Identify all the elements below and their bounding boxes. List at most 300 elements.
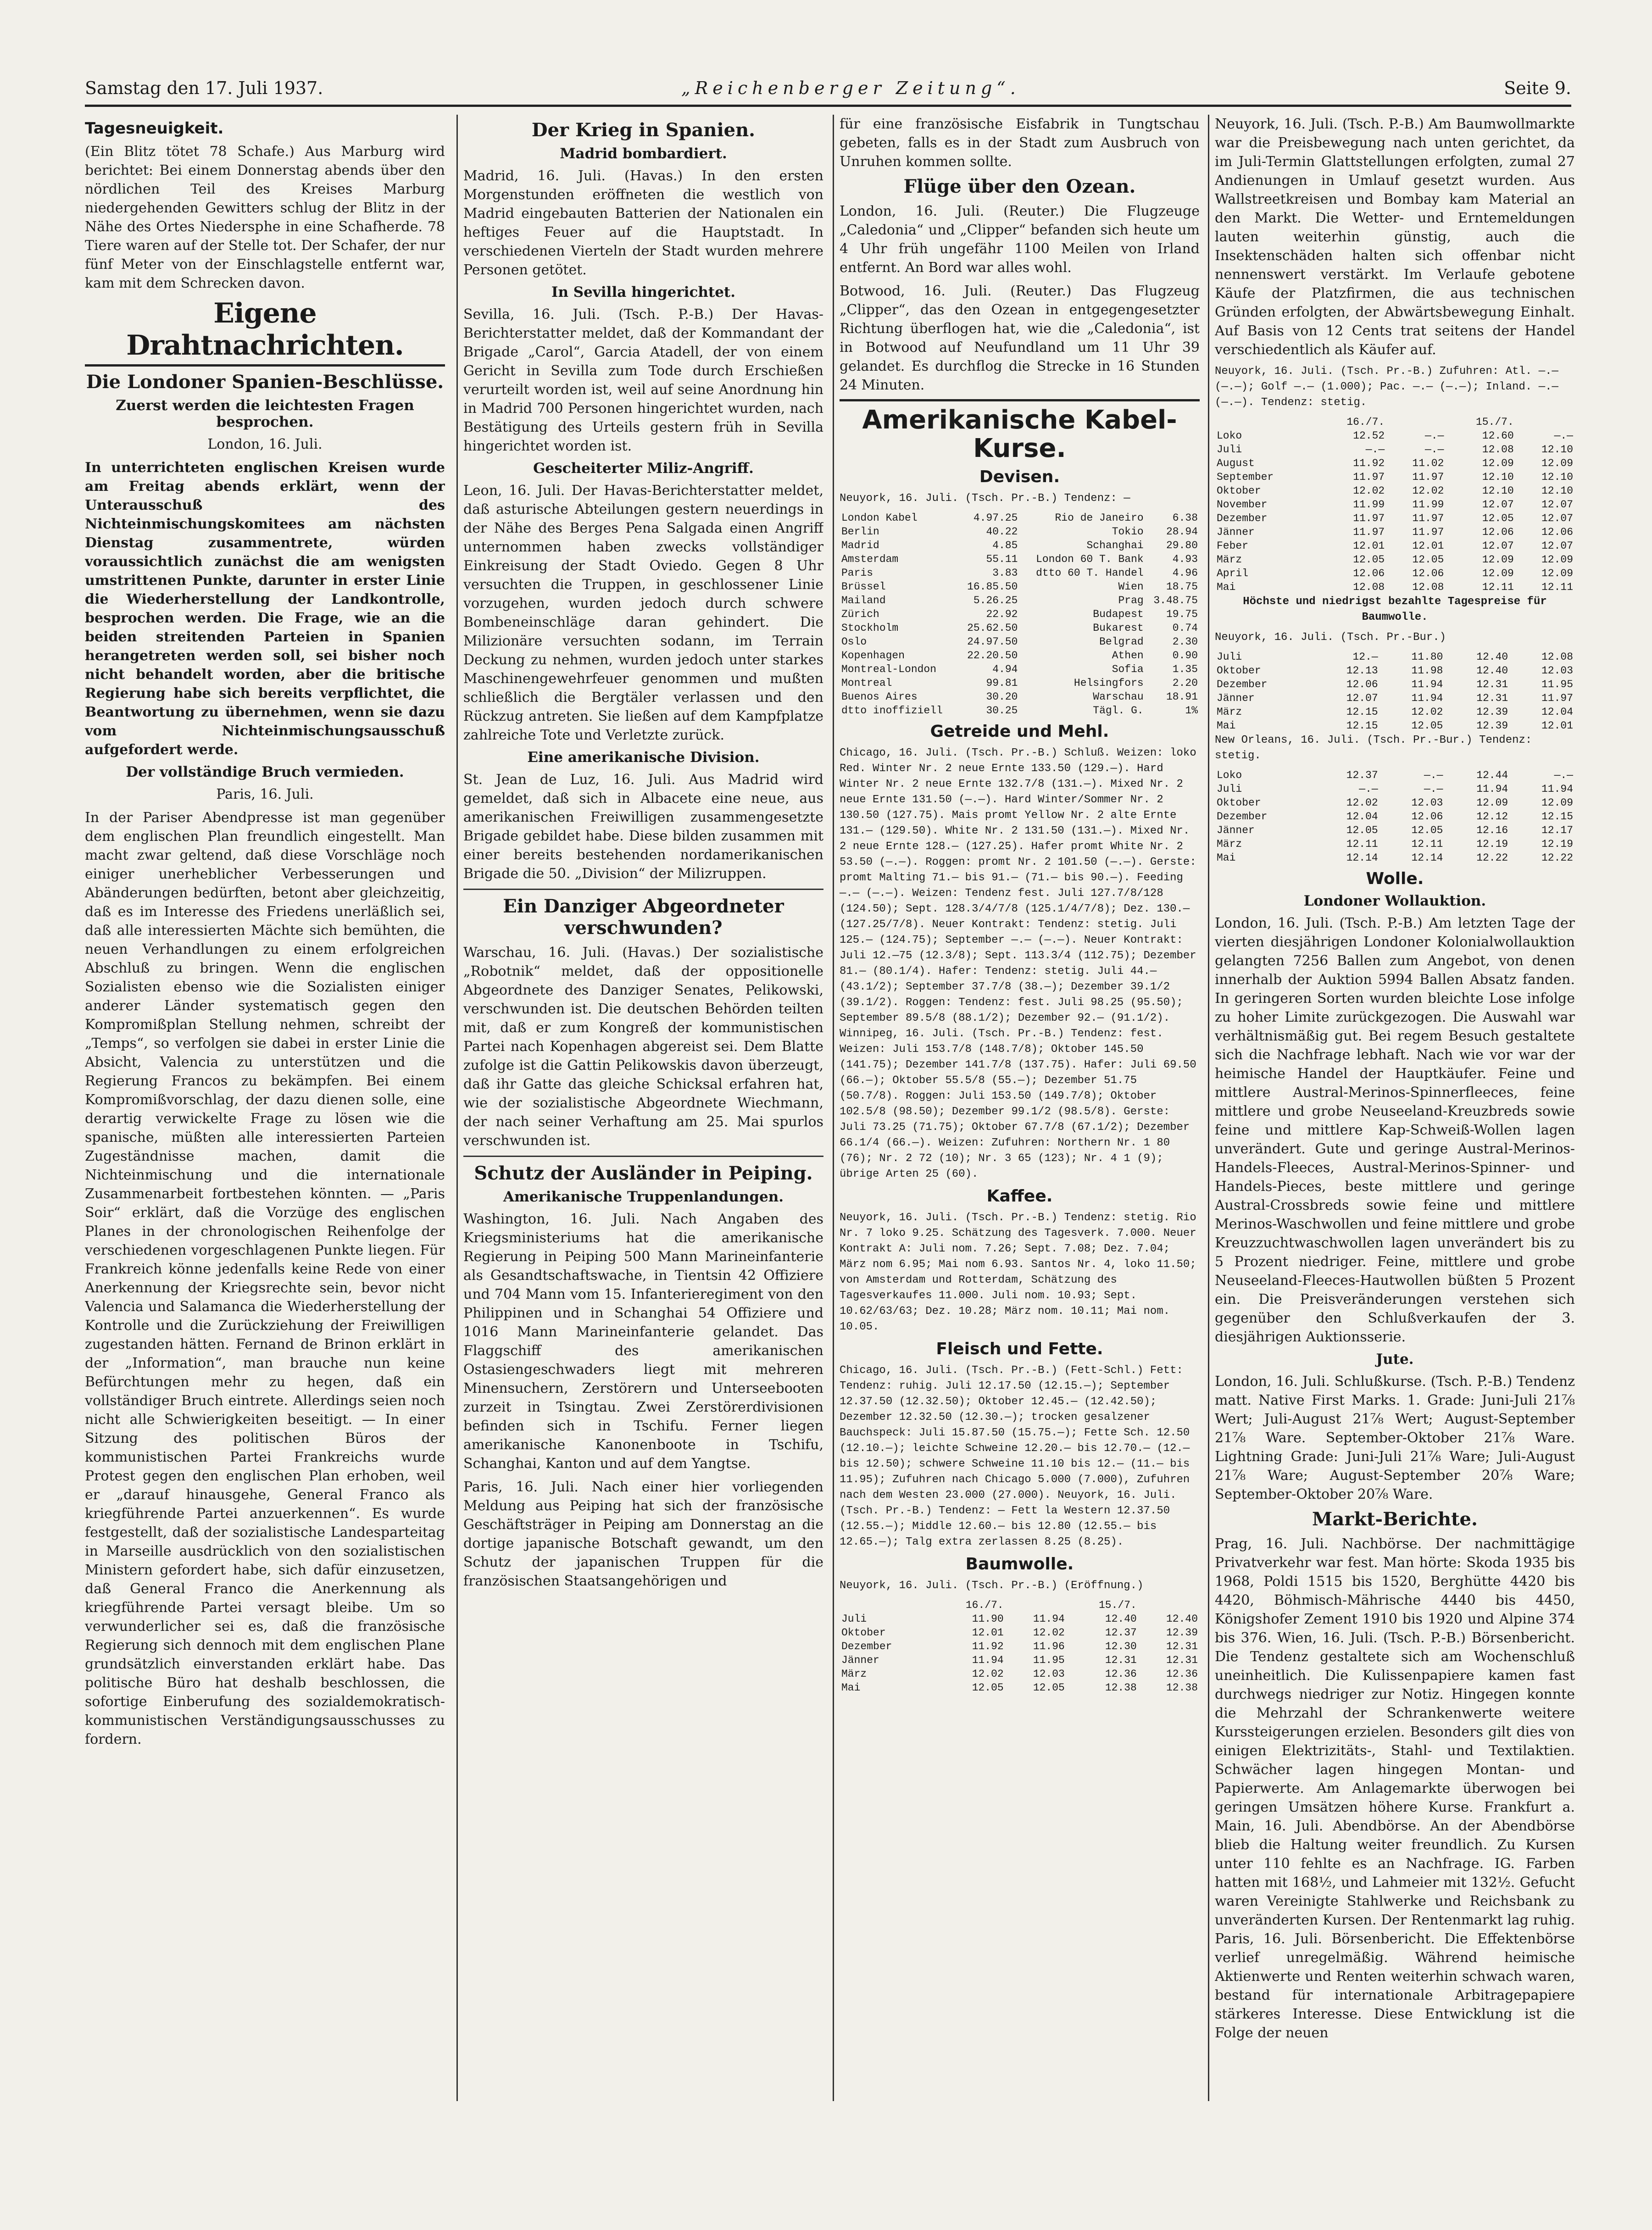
table-cell: Jänner — [1217, 692, 1255, 704]
table-cell: 12.31 — [1166, 1654, 1198, 1666]
table-header-cell: 16./7. — [1346, 416, 1385, 428]
table-cell: 11.97 — [1412, 471, 1444, 483]
table-header-cell — [1215, 415, 1317, 429]
article-london-flug: London, 16. Juli. (Reuter.) Die Flugzeuge „Caledonia“ und „Clipper“ befanden sich heute um 4 Uhr früh ungefähr 1100 Meilen von Irland entfernt. An Bord war alles wohl. — [840, 203, 1200, 276]
table-cell: 11.94 — [1411, 692, 1443, 704]
devisen-row — [840, 594, 1200, 607]
table-cell: Buenos Aires — [841, 691, 918, 703]
table-cell: 12.09 — [1476, 797, 1508, 809]
subheadline-madrid: Madrid bombardiert. — [560, 145, 727, 162]
table-cell: Montreal — [841, 677, 892, 689]
table-cell: 12.09 — [1541, 457, 1573, 469]
table-cell: 12.02 — [1346, 797, 1378, 809]
table-cell: März — [1217, 554, 1242, 566]
article-jute: London, 16. Juli. Schlußkurse. (Tsch. P.-B.) Tendenz matt. Native First Marks. 1. Grade: Juni-Juli 21⅞ Wert; Juli-August 21⅞ Wert; August-September 21⅞ Ware. September-Oktober 21⅞ Ware. Lightning Grade: Juni-Juli 21⅞ Ware; Juli-August 21⅞ Ware; August-September 20⅞ Ware; September-Oktober 20⅞ Ware. — [1215, 1374, 1575, 1502]
table-cell: 11.96 — [1033, 1641, 1065, 1652]
table-cell: 30.20 — [986, 691, 1018, 703]
headline-jute: Jute. — [1376, 1351, 1414, 1368]
baumwolle-neuyork-row — [1215, 484, 1575, 498]
table-cell: 0.90 — [1172, 650, 1198, 662]
table-cell: 3.83 — [992, 567, 1018, 579]
table-cell: 99.81 — [986, 677, 1018, 689]
table-cell: 12.36 — [1166, 1668, 1198, 1680]
table-cell: März — [841, 1668, 867, 1680]
baumwolle-neuyork-row — [1215, 539, 1575, 553]
kaffee-report: Neuyork, 16. Juli. (Tsch. Pr.-B.) Tendenz: stetig. Rio Nr. 7 loko 9.25. Schätzung des Tagesverk. 7.000. Neuer Kontrakt A: Juli nom. 7.26; Sept. 7.08; Dez. 7.04; März nom 6.95; Mai nom 6.93. Santos Nr. 4, loko 11.50; von Amsterdam und Rotterdam, Schätzung des Tagesverkaufes 11.000. Juli nom. 10.93; Sept. 10.62/63/63; Dez. 10.28; März nom. 10.11; Mai nom. 10.05. — [840, 1212, 1196, 1333]
table-cell: Dezember — [1217, 512, 1268, 524]
table-cell: Oktober — [841, 1627, 886, 1639]
table-cell: London 60 T. Bank — [1036, 553, 1144, 565]
hoechst-niedrigst-row — [1215, 678, 1575, 691]
table-cell: 12.17 — [1541, 824, 1573, 836]
column-divider — [833, 115, 834, 2101]
table-cell: 12.09 — [1482, 554, 1514, 566]
table-cell: 4.96 — [1172, 567, 1198, 579]
table-cell: Oslo — [841, 636, 867, 648]
table-cell: 12.06 — [1412, 567, 1444, 579]
table-cell: 11.98 — [1411, 665, 1443, 677]
table-cell: Loko — [1217, 769, 1242, 781]
table-cell: 12.10 — [1482, 485, 1514, 497]
table-header-cell — [1386, 415, 1446, 429]
new-orleans-table — [1215, 768, 1575, 865]
table-cell: 12.07 — [1482, 540, 1514, 552]
table-cell: 11.97 — [1541, 692, 1573, 704]
hoechst-intro: Neuyork, 16. Juli. (Tsch. Pr.-Bur.) — [1215, 631, 1446, 644]
table-cell: Belgrad — [1099, 636, 1144, 648]
table-cell: Jänner — [841, 1654, 879, 1666]
headline-danziger-abgeordneter: Ein Danziger Abgeordneter verschwunden? — [503, 895, 784, 939]
table-cell: 12.02 — [1412, 485, 1444, 497]
headline-kabel-kurse: Amerikanische Kabel-Kurse. — [840, 399, 1200, 463]
table-cell: 12.09 — [1541, 567, 1573, 579]
table-cell: 12.10 — [1541, 444, 1573, 456]
article-paris: In der Pariser Abendpresse ist man gegenüber dem englischen Plan freundlich eingestellt. Man macht zwar geltend, daß diese Vorschläge noch einiger unerheblicher Verbesserungen und Abänderungen bedürften, betont aber gleichzeitig, daß es im Interesse des Friedens unerläßlich sei, daß alle interessierten Mächte sich bemühten, die neuen Verhandlungen zu einem erfolgreichen Abschluß zu bringen. Wenn die englischen Sozialisten ebenso wie die Sozialisten einiger anderer Länder systematisch gegen den Kompromißplan Stellung nehmen, schreibt der „Temps“, so verfolgen sie dabei in erster Linie die Absicht, Valencia zu unterstützen und die Regierung Francos zu bekämpfen. Bei einem Kompromißvorschlag, der dazu dienen solle, eine derartig verwickelte Frage zu lösen wie die spanische, müßten alle interessierten Parteien Zugeständnisse machen, damit die Nichteinmischung und die internationale Zusammenarbeit fortbestehen könnten. — „Paris Soir“ erklärt, daß die Vorzüge des englischen Planes in der chronologischen Reihenfolge der verschiedenen vorgeschlagenen Punkte liegen. Für Frankreich könne jedenfalls keine Rede von einer Anerkennung der Kriegsrechte sein, bevor nicht Valencia und Salamanca die Wiederherstellung der Kontrolle und die Zurückziehung der Freiwilligen zugestanden hätten. Fernand de Brinon erklärt in der „Information“, man brauche nun keine Befürchtungen mehr zu hegen, daß ein vollständiger Bruch eintrete. Allerdings seien noch nicht alle Schwierigkeiten beseitigt. — In einer Sitzung des politischen Büros der kommunistischen Partei Frankreichs wurde Protest gegen den englischen Plan erhoben, weil er „darauf hinausgehe, General Franco als kriegführende Partei anzuerkennen“. Es wurde festgestellt, daß der sozialistische Landesparteitag in Marseille ausdrücklich von den sozialistischen Ministern gefordert habe, sich dafür einzusetzen, daß General Franco die Anerkennung als kriegführende Partei versagt bleibe. Um so verwunderlicher sei es, daß die französische Regierung sich dennoch mit dem englischen Plane grundsätzlich einverstanden erklärt habe. Das politische Büro hat deshalb beschlossen, die sofortige Einberufung des sozialdemokratisch-kommunistischen Verständigungsausschusses zu fordern. — [85, 810, 445, 1747]
masthead-rule — [85, 105, 1571, 107]
table-cell: —.— — [1424, 769, 1443, 781]
table-cell: 12.03 — [1033, 1668, 1065, 1680]
table-cell: 11.99 — [1412, 499, 1444, 511]
article-sevilla: Sevilla, 16. Juli. (Tsch. P.-B.) Der Havas-Berichterstatter meldet, daß der Kommandant der Brigade „Carol“, Garcia Atadell, der von einem Gericht in Sevilla zum Tode durch Erschießen verurteilt worden ist, weil auf seine Anordnung hin in Madrid 700 Personen hingerichtet wurden, nach Bestätigung des Urteils gestern früh in Sevilla hingerichtet worden ist. — [463, 306, 823, 454]
table-cell: 12.15 — [1346, 706, 1378, 718]
headline-markt-berichte: Markt-Berichte. — [1312, 1508, 1478, 1530]
subheadline-truppenlandungen: Amerikanische Truppenlandungen. — [503, 1189, 784, 1205]
table-cell: Sofia — [1112, 663, 1144, 675]
article-madrid: Madrid, 16. Juli. (Havas.) In den ersten Morgenstunden eröffneten die westlich von Madrid eingebauten Batterien der Nationalen ein heftiges Feuer auf die Hauptstadt. In verschiedenen Vierteln der Stadt wurden mehrere Personen getötet. — [463, 168, 823, 278]
devisen-row — [840, 635, 1200, 649]
table-cell: 55.11 — [986, 553, 1018, 565]
table-cell: Dezember — [1217, 811, 1268, 823]
column-divider — [456, 115, 458, 2101]
baumwolle-row — [840, 1626, 1200, 1640]
table-cell: 11.97 — [1353, 526, 1385, 538]
table-cell: Mai — [1217, 852, 1236, 864]
table-cell: Amsterdam — [841, 553, 899, 565]
table-cell: November — [1217, 499, 1268, 511]
table-cell: 11.94 — [1033, 1613, 1065, 1625]
table-cell: Warschau — [1093, 691, 1144, 703]
table-cell: 12.15 — [1541, 811, 1573, 823]
table-cell: 12.05 — [1411, 720, 1443, 732]
table-cell: Budapest — [1093, 608, 1144, 620]
table-cell: 12.30 — [1105, 1641, 1137, 1652]
table-cell: 12.05 — [972, 1682, 1004, 1694]
table-cell: Tägl. G. — [1093, 705, 1144, 717]
table-cell: 12.02 — [972, 1668, 1004, 1680]
baumwolle-neuyork-row — [1215, 580, 1575, 594]
article-blitz: (Ein Blitz tötet 78 Schafe.) Aus Marburg wird berichtet: Bei einem Donnerstag abends über den nördlichen Teil des Kreises Marburg niedergehenden Gewitters schlug der Blitz in der Nähe des Ortes Niedersphe in eine Schafherde. 78 Tiere waren auf der Stelle tot. Der Schafer, der nur fünf Meter von der Einschlagstelle entfernt war, kam mit dem Schrecken davon. — [85, 144, 445, 291]
table-cell: —.— — [1424, 430, 1444, 442]
table-cell: Tokio — [1112, 526, 1144, 538]
table-cell: 12.40 — [1105, 1613, 1137, 1625]
table-cell: Juli — [1217, 651, 1242, 663]
table-cell: 12.07 — [1346, 692, 1378, 704]
table-cell: 12.37 — [1105, 1627, 1137, 1639]
table-cell: 12.11 — [1541, 581, 1573, 593]
devisen-row — [840, 690, 1200, 704]
subheadline-amerikanische-division: Eine amerikanische Division. — [527, 749, 760, 766]
table-cell: 12.14 — [1346, 852, 1378, 864]
table-cell: 12.08 — [1482, 444, 1514, 456]
table-cell: 11.95 — [1541, 678, 1573, 690]
table-cell: 12.01 — [1412, 540, 1444, 552]
table-cell: Schanghai — [1086, 539, 1144, 551]
table-cell: Brüssel — [841, 581, 886, 593]
headline-bruch-vermieden: Der vollständige Bruch vermieden. — [126, 764, 404, 780]
table-cell: 11.92 — [972, 1641, 1004, 1652]
table-cell: 12.06 — [1346, 678, 1378, 690]
table-cell: 12.06 — [1411, 811, 1443, 823]
table-cell: Loko — [1217, 430, 1242, 442]
hoechst-niedrigst-row — [1215, 705, 1575, 719]
baumwolle-row — [840, 1681, 1200, 1695]
table-cell: Jänner — [1217, 824, 1255, 836]
table-cell: 12.14 — [1411, 852, 1443, 864]
table-cell: Stockholm — [841, 622, 899, 634]
table-cell: 12.08 — [1541, 651, 1573, 663]
table-cell: 12.52 — [1353, 430, 1385, 442]
table-cell: 11.94 — [1476, 783, 1508, 795]
article-st-jean: St. Jean de Luz, 16. Juli. Aus Madrid wird gemeldet, daß sich in Albacete eine neue, aus amerikanischen Freiwilligen zusammengesetzte Brigade gebildet habe. Diese bilden zusammen mit einer bereits bestehenden nordamerikanischen Brigade die 50. „Division“ der Milizruppen. — [463, 772, 823, 882]
table-cell: 11.92 — [1353, 457, 1385, 469]
table-cell: 12.15 — [1346, 720, 1378, 732]
table-cell: Dezember — [1217, 678, 1268, 690]
column-1 — [85, 115, 445, 2087]
devisen-row — [840, 511, 1200, 525]
new-orleans-row — [1215, 837, 1575, 851]
headline-schutz-auslaender: Schutz der Ausländer in Peiping. — [474, 1162, 813, 1184]
headline-tagesneuigkeit: Tagesneuigkeit. — [85, 119, 224, 138]
table-cell: Mailand — [841, 595, 886, 606]
table-cell: 12.10 — [1541, 471, 1573, 483]
table-cell: 12.07 — [1541, 540, 1573, 552]
column-divider — [1208, 115, 1209, 2101]
table-cell: Juli — [1217, 783, 1242, 795]
table-cell: 12.09 — [1482, 457, 1514, 469]
table-cell: Bukarest — [1093, 622, 1144, 634]
table-cell: 12.31 — [1166, 1641, 1198, 1652]
table-cell: März — [1217, 838, 1242, 850]
article-botwood: Botwood, 16. Juli. (Reuter.) Das Flugzeug „Clipper“, das den Ozean in entgegengesetzter Richtung überflogen hat, wie die „Caledonia“, ist in Botwood auf Neufundland um 11 Uhr 39 gelandet. Es durchflog die Strecke in 16 Stunden 24 Minuten. — [840, 283, 1200, 393]
devisen-row — [840, 662, 1200, 676]
article-wollauktion: London, 16. Juli. (Tsch. P.-B.) Am letzten Tage der vierten diesjährigen Londoner Kolonialwollauktion gelangten 7256 Ballen zum Angebot, von denen innerhalb der Auktion 5994 Ballen Absatz fanden. In geringeren Sorten wurden bleichte Lose infolge zu hoher Limite zurückgezogen. Die Auswahl war verhältnismäßig gut. Bei regem Besuch gestaltete sich die Nachfrage lebhaft. Nach wie vor war der heimische Handel der Hauptkäufer. Feine und mittlere Austral-Merinos-Spinnerfleeces, feine mittlere und grobe Neuseeland-Kreuzbreds sowie feine und mittlere Kap-Schweiß-Wollen lagen unverändert. Gute und geringe Austral-Merinos-Handels-Fleeces, Austral-Merinos-Spinner- und Handels-Pieces, beste mittlere und geringe Austral-Crossbreds sowie feine und mittlere Merinos-Waschwollen und feine mittlere und grobe Kreuzzuchtwaschwollen lagen unverändert bis zu 5 Prozent niedriger. Feine, mittlere und grobe Neuseeland-Fleeces-Hautwollen büßten 5 Prozent ein. Die Preisveränderungen verstehen sich gegenüber den Schlußverkaufen der 3. diesjährigen Auktionsserie. — [1215, 915, 1575, 1345]
table-cell: Juli — [841, 1613, 867, 1625]
table-cell: 12.04 — [1346, 811, 1378, 823]
devisen-row — [840, 539, 1200, 552]
table-cell: Mai — [1217, 720, 1236, 732]
table-cell: 12.01 — [972, 1627, 1004, 1639]
devisen-row — [840, 676, 1200, 690]
baumwolle-neuyork-table — [1215, 415, 1575, 594]
hoechst-niedrigst-row — [1215, 650, 1575, 664]
table-cell: 2.20 — [1172, 677, 1198, 689]
table-cell: dtto 60 T. Handel — [1036, 567, 1144, 579]
table-header-cell — [1516, 415, 1575, 429]
hoechst-niedrigst-head: Höchste und niedrigst bezahlte Tagespreise für Baumwolle. — [1243, 595, 1547, 623]
table-cell: 12.11 — [1482, 581, 1514, 593]
table-cell: 12.09 — [1482, 567, 1514, 579]
article-continued: für eine französische Eisfabrik in Tungtschau gebeten, falls es in der Stadt zum Ausbruch von Unruhen kommen sollte. — [840, 116, 1200, 170]
article-leon: Leon, 16. Juli. Der Havas-Berichterstatter meldet, daß asturische Abteilungen gestern neuerdings in der Nähe des Berges Pena Salgada einen Angriff unternommen haben zwecks vollständiger Einkreisung der Stadt Oviedo. Gegen 8 Uhr versuchten die Truppen, in geschlossener Linie vorzugehen, wurden jedoch durch schwere Bombeneinschläge daran gehindert. Die Milizionäre versuchten sodann, im Terrain Deckung zu nehmen, wurden jedoch unter starkes Maschinengewehrfeuer genommen und mußten schließlich die Bergtäler verlassen und den Rückzug antreten. Sie ließen auf dem Kampfplatze zahlreiche Tote und Verletzte zurück. — [463, 483, 823, 743]
table-header-cell — [1139, 1598, 1200, 1612]
table-cell: 3.48.75 — [1153, 595, 1198, 606]
article-baumwollmarkt: Neuyork, 16. Juli. (Tsch. P.-B.) Am Baumwollmarkte war die Preisbewegung nach unten gerichtet, da im Juli-Termin Glattstellungen erfolgten, zumal 27 Andienungen in Umlauf gesetzt wurden. Aus Wallstreetkreisen und Bombay kam Material an den Markt. Die Wetter- und Erntemeldungen lauten weiterhin günstig, auch die Insektenschäden halten sich offenbar nicht nennenswert verstärkt. Im Verlaufe gebotene Käufe der Platzfirmen, die aus technischen Gründen erfolgten, der Abwärtsbewegung Einhalt. Auf Basis von 12 Cents trat seitens der Handel verschiedentlich als Käufer auf. — [1215, 116, 1575, 358]
new-orleans-row — [1215, 810, 1575, 823]
table-cell: 12.02 — [1411, 706, 1443, 718]
table-cell: 11.97 — [1412, 512, 1444, 524]
table-cell: 24.97.50 — [967, 636, 1018, 648]
table-cell: 16.85.50 — [967, 581, 1018, 593]
table-cell: 12.03 — [1541, 665, 1573, 677]
table-cell: 19.75 — [1166, 608, 1198, 620]
table-cell: 11.99 — [1353, 499, 1385, 511]
devisen-row — [840, 566, 1200, 580]
table-cell: Dezember — [841, 1641, 892, 1652]
table-cell: 0.74 — [1172, 622, 1198, 634]
article-markt-berichte: Prag, 16. Juli. Nachbörse. Der nachmittägige Privatverkehr war fest. Man hörte: Skoda 1935 bis 1968, Poldi 1515 bis 1520, Berghütte 4420 bis 4420, Böhmisch-Mährische 4440 bis 4450, Königshofer Zement 1910 bis 1920 und Alpine 374 bis 376. Wien, 16. Juli. (Tsch. P.-B.) Börsenbericht. Die Tendenz gestaltete sich am Wochenschluß uneinheitlich. Die Kulissenpapiere kamen fast durchwegs niedriger zur Notiz. Hingegen konnte die Mehrzahl der Schrankenwerte weitere Kurssteigerungen erzielen. Besonders gilt dies von einigen Elektrizitäts-, Stahl- und Textilaktien. Schwächer lagen hingegen Montan- und Papierwerte. Am Anlagemarkte überwogen bei geringen Umsätzen höhere Kurse. Frankfurt a. Main, 16. Juli. Abendbörse. An der Abendbörse blieb die Haltung weiter freundlich. Zu Kursen unter 110 fehlte es an Nachfrage. IG. Farben hatten mit 168½, und Lahmeier mit 132½. Gefucht waren Vereinigte Stahlwerke und Reichsbank zu unveränderten Kursen. Der Rentenmarkt lag ruhig. Paris, 16. Juli. Börsenbericht. Die Effektenbörse verlief unregelmäßig. Während heimische Aktienwerte und Renten weiterhin schwach waren, bestand für internationale Arbitragepapiere stärkeres Interesse. Diese Entwicklung ist die Folge der neuen — [1215, 1536, 1575, 2041]
table-cell: Oktober — [1217, 485, 1261, 497]
column-3 — [840, 115, 1200, 2087]
table-cell: Athen — [1112, 650, 1144, 662]
table-cell: 12.40 — [1476, 651, 1508, 663]
headline-londoner-beschluesse: Die Londoner Spanien-Beschlüsse. — [86, 371, 444, 393]
table-cell: 12.36 — [1105, 1668, 1137, 1680]
table-cell: 1% — [1185, 705, 1198, 717]
table-cell: 12.05 — [1346, 824, 1378, 836]
table-header-cell — [1006, 1598, 1067, 1612]
table-cell: 12.06 — [1482, 526, 1514, 538]
table-cell: 11.97 — [1412, 526, 1444, 538]
article-washington: Washington, 16. Juli. Nach Angaben des Kriegsministeriums hat die amerikanische Regierung in Peiping 500 Mann Marineinfanterie als Gesandtschaftswache, in Tientsin 42 Offiziere und 704 Mann vom 15. Infanterieregiment von den Philippinen und in Schanghai 54 Offiziere und 1016 Mann Marineinfanterie gelandet. Das Flaggschiff des amerikanischen Ostasiengeschwaders liegt mit mehreren Minensuchern, Zerstörern und Unterseebooten zurzeit in Tsingtau. Zwei Zerstörerdivisionen befinden sich in Tschifu. Ferner liegen amerikanische Kanonenboote in Tschifu, Schanghai, Kanton und auf dem Yangtse. — [463, 1211, 823, 1472]
table-cell: Rio de Janeiro — [1055, 512, 1144, 524]
table-cell: 18.91 — [1166, 691, 1198, 703]
devisen-row — [840, 525, 1200, 539]
table-cell: 4.85 — [992, 539, 1018, 551]
table-cell: 22.92 — [986, 608, 1018, 620]
table-cell: Paris — [841, 567, 873, 579]
table-cell: 12.31 — [1476, 678, 1508, 690]
table-cell: Mai — [841, 1682, 861, 1694]
table-cell: 11.94 — [1541, 783, 1573, 795]
table-cell: 12.12 — [1476, 811, 1508, 823]
table-cell: 2.30 — [1172, 636, 1198, 648]
table-cell: 11.94 — [1411, 678, 1443, 690]
table-cell: 40.22 — [986, 526, 1018, 538]
headline-eigene-drahtnachrichten: Eigene Drahtnachrichten. — [85, 297, 445, 367]
baumwolle-neuyork-row — [1215, 456, 1575, 470]
table-cell: 11.97 — [1353, 471, 1385, 483]
table-cell: 12.— — [1352, 651, 1378, 663]
table-cell: 11.95 — [1033, 1654, 1065, 1666]
headline-krieg-spanien: Der Krieg in Spanien. — [531, 119, 756, 141]
new-orleans-row — [1215, 768, 1575, 782]
table-cell: August — [1217, 457, 1255, 469]
baumwolle-neuyork-row — [1215, 525, 1575, 539]
hoechst-niedrigst-row — [1215, 719, 1575, 733]
table-cell: 4.93 — [1172, 553, 1198, 565]
table-cell: 25.62.50 — [967, 622, 1018, 634]
table-cell: 12.11 — [1346, 838, 1378, 850]
table-cell: 4.94 — [992, 663, 1018, 675]
table-cell: 11.02 — [1412, 457, 1444, 469]
table-cell: Oktober — [1217, 665, 1261, 677]
baumwolle-neuyork-row — [1215, 498, 1575, 512]
baumwolle-intro: Neuyork, 16. Juli. (Tsch. Pr.-B.) (Eröffnung.) — [840, 1579, 1144, 1592]
table-cell: 11.94 — [972, 1654, 1004, 1666]
column-2 — [463, 115, 823, 2087]
baumwolle-table — [840, 1598, 1200, 1695]
table-cell: 12.31 — [1105, 1654, 1137, 1666]
new-orleans-row — [1215, 823, 1575, 837]
table-cell: 4.97.25 — [973, 512, 1018, 524]
table-cell: Feber — [1217, 540, 1249, 552]
table-cell: 12.06 — [1353, 567, 1385, 579]
table-cell: 12.60 — [1482, 430, 1514, 442]
devisen-row — [840, 580, 1200, 594]
table-cell: April — [1217, 567, 1249, 579]
table-cell: London Kabel — [841, 512, 918, 524]
table-cell: 12.39 — [1476, 706, 1508, 718]
devisen-row — [840, 607, 1200, 621]
dateline-paris: Paris, 16. Juli. — [216, 786, 314, 802]
baumwolle-row — [840, 1653, 1200, 1667]
masthead-page-number: Seite 9. — [1504, 78, 1571, 98]
table-cell: Madrid — [841, 539, 879, 551]
baumwolle-neuyork-row — [1215, 443, 1575, 456]
table-cell: 12.01 — [1353, 540, 1385, 552]
dateline-london: London, 16. Juli. — [207, 436, 323, 452]
table-cell: 12.05 — [1482, 512, 1514, 524]
headline-wollauktion: Londoner Wollauktion. — [1303, 893, 1486, 909]
table-cell: Wien — [1118, 581, 1144, 593]
hoechst-niedrigst-row — [1215, 664, 1575, 678]
new-orleans-row — [1215, 782, 1575, 796]
table-cell: 12.11 — [1411, 838, 1443, 850]
new-orleans-row — [1215, 851, 1575, 865]
table-cell: 12.08 — [1353, 581, 1385, 593]
table-cell: Kopenhagen — [841, 650, 905, 662]
headline-kaffee: Kaffee. — [986, 1187, 1053, 1206]
baumwolle-neuyork-row — [1215, 567, 1575, 580]
table-cell: 30.25 — [986, 705, 1018, 717]
table-cell: Zürich — [841, 608, 879, 620]
article-paris-peiping: Paris, 16. Juli. Nach einer hier vorliegenden Meldung aus Peiping hat sich der französische Geschäftsträger in Peiping am Donnerstag an die dortige japanische Botschaft gewandt, um den Schutz der japanischen Truppen für die französischen Staatsangehörigen und — [463, 1479, 823, 1589]
baumwolle-row — [840, 1667, 1200, 1681]
table-cell: Berlin — [841, 526, 879, 538]
table-cell: 11.90 — [972, 1613, 1004, 1625]
headline-fluege-ozean: Flüge über den Ozean. — [903, 176, 1136, 197]
table-cell: 1.35 — [1172, 663, 1198, 675]
table-cell: Prag — [1118, 595, 1144, 606]
section-separator — [463, 889, 823, 890]
table-cell: —.— — [1554, 769, 1573, 781]
table-cell: 12.07 — [1541, 512, 1573, 524]
table-cell: 12.05 — [1412, 554, 1444, 566]
headline-baumwolle: Baumwolle. — [965, 1555, 1074, 1574]
table-cell: 18.75 — [1166, 581, 1198, 593]
new-orleans-row — [1215, 796, 1575, 810]
masthead-date: Samstag den 17. Juli 1937. — [85, 78, 323, 98]
table-cell: —.— — [1365, 444, 1385, 456]
table-cell: 12.22 — [1476, 852, 1508, 864]
table-header-cell: 16./7. — [965, 1599, 1004, 1611]
table-cell: 12.10 — [1541, 485, 1573, 497]
table-cell: —.— — [1424, 444, 1444, 456]
table-cell: 12.39 — [1166, 1627, 1198, 1639]
table-cell: 12.05 — [1411, 824, 1443, 836]
baumwolle-neuyork-row — [1215, 429, 1575, 443]
section-separator — [463, 1156, 823, 1157]
table-cell: Montreal-London — [841, 663, 937, 675]
table-cell: Helsingfors — [1074, 677, 1144, 689]
table-cell: 12.37 — [1346, 769, 1378, 781]
table-cell: Oktober — [1217, 797, 1261, 809]
table-header-cell — [840, 1598, 934, 1612]
table-cell: —.— — [1554, 430, 1573, 442]
table-cell: 12.04 — [1541, 706, 1573, 718]
table-cell: 12.19 — [1476, 838, 1508, 850]
devisen-intro: Neuyork, 16. Juli. (Tsch. Pr.-B.) Tendenz: — — [840, 492, 1130, 505]
devisen-row — [840, 621, 1200, 635]
table-cell: 12.01 — [1541, 720, 1573, 732]
table-cell: 12.03 — [1411, 797, 1443, 809]
table-cell: —.— — [1424, 783, 1443, 795]
headline-getreide: Getreide und Mehl. — [930, 722, 1109, 741]
table-cell: September — [1217, 471, 1274, 483]
hoechst-niedrigst-table — [1215, 650, 1575, 733]
table-cell: 12.05 — [1033, 1682, 1065, 1694]
table-cell: 12.40 — [1166, 1613, 1198, 1625]
table-cell: 12.05 — [1353, 554, 1385, 566]
table-cell: dtto inoffiziell — [841, 705, 943, 717]
table-cell: —.— — [1359, 783, 1378, 795]
article-london: In unterrichteten englischen Kreisen wurde am Freitag abends erklärt, wenn der Unterausschuß des Nichteinmischungskomitees am nächsten Dienstag zusammentrete, würden voraussichtlich zunächst die am wenigsten umstrittenen Punkte, darunter in erster Linie die Wiederherstellung der Landkontrolle, besprochen werden. Die Frage, wie an die beiden streitenden Parteien in Spanien herangetreten werden soll, sei bisher noch nicht behandelt worden, aber die britische Regierung habe sich bereits verpflichtet, die Beantwortung zu übernehmen, wenn sie dazu vom Nichteinmischungsausschuß aufgefordert werde. — [85, 460, 445, 758]
table-cell: März — [1217, 706, 1242, 718]
baumwolle-row — [840, 1640, 1200, 1653]
table-header-cell: 15./7. — [1099, 1599, 1137, 1611]
getreide-report: Chicago, 16. Juli. (Tsch. Pr.-B.) Schluß. Weizen: loko Red. Winter Nr. 2 neue Ernte 133.50 (129.—). Hard Winter Nr. 2 neue Ernte 132.7/8 (131.—). Mixed Nr. 2 neue Ernte 131.50 (—.—). Hard Winter/Sommer Nr. 2 130.50 (127.75). Mais promt Yellow Nr. 2 alte Ernte 131.— (129.50). White Nr. 2 131.50 (131.—). Mixed Nr. 2 neue Ernte 128.— (127.25). Hafer promt White Nr. 2 53.50 (—.—). Roggen: promt Nr. 2 101.50 (—.—). Gerste: promt Malting 71.— bis 91.— (71.— bis 90.—). Feeding —.— (—.—). Weizen: Tendenz fest. Juli 127.7/8/128 (124.50); Sept. 128.3/4/7/8 (125.1/4/7/8); Dez. 130.— (127.25/7/8). Neuer Kontrakt: Tendenz: stetig. Juli 125.— (124.75); September —.— (—.—). Neuer Kontrakt: Juli 12.—75 (12.3/8); Sept. 113.3/4 (112.75); Dezember 81.— (80.1/4). Hafer: Tendenz: stetig. Juli 44.— (43.1/2); September 37.7/8 (38.—); Dezember 39.1/2 (39.1/2). Roggen: Tendenz: fest. Juli 98.25 (95.50); September 89.5/8 (88.1/2); Dezember 92.— (91.1/2). Winnipeg, 16. Juli. (Tsch. Pr.-B.) Tendenz: fest. Weizen: Juli 153.7/8 (148.7/8); Oktober 145.50 (141.75); Dezember 141.7/8 (137.75). Hafer: Juli 69.50 (66.—); Oktober 55.5/8 (55.—); Dezember 51.75 (50.7/8). Roggen: Juli 153.50 (149.7/8); Oktober 102.5/8 (98.50); Dezember 99.1/2 (98.5/8). Gerste: Juli 73.25 (71.75); Oktober 67.7/8 (67.1/2); Dezember 66.1/4 (66.—). Weizen: Zufuhren: Northern Nr. 1 80 (76); Nr. 2 72 (10); Nr. 3 65 (123); Nr. 4 1 (9); übrige Arten 25 (60). — [840, 747, 1196, 1180]
table-cell: 12.39 — [1476, 720, 1508, 732]
new-orleans-intro: New Orleans, 16. Juli. (Tsch. Pr.-Bur.) Tendenz: stetig. — [1215, 734, 1532, 762]
headline-wolle: Wolle. — [1366, 869, 1424, 888]
devisen-row — [840, 552, 1200, 566]
baumwolle-neuyork-row — [1215, 512, 1575, 525]
table-cell: 28.94 — [1166, 526, 1198, 538]
hoechst-niedrigst-row — [1215, 691, 1575, 705]
table-cell: 12.10 — [1482, 471, 1514, 483]
table-header-cell: 15./7. — [1475, 416, 1514, 428]
table-cell: 12.02 — [1033, 1627, 1065, 1639]
